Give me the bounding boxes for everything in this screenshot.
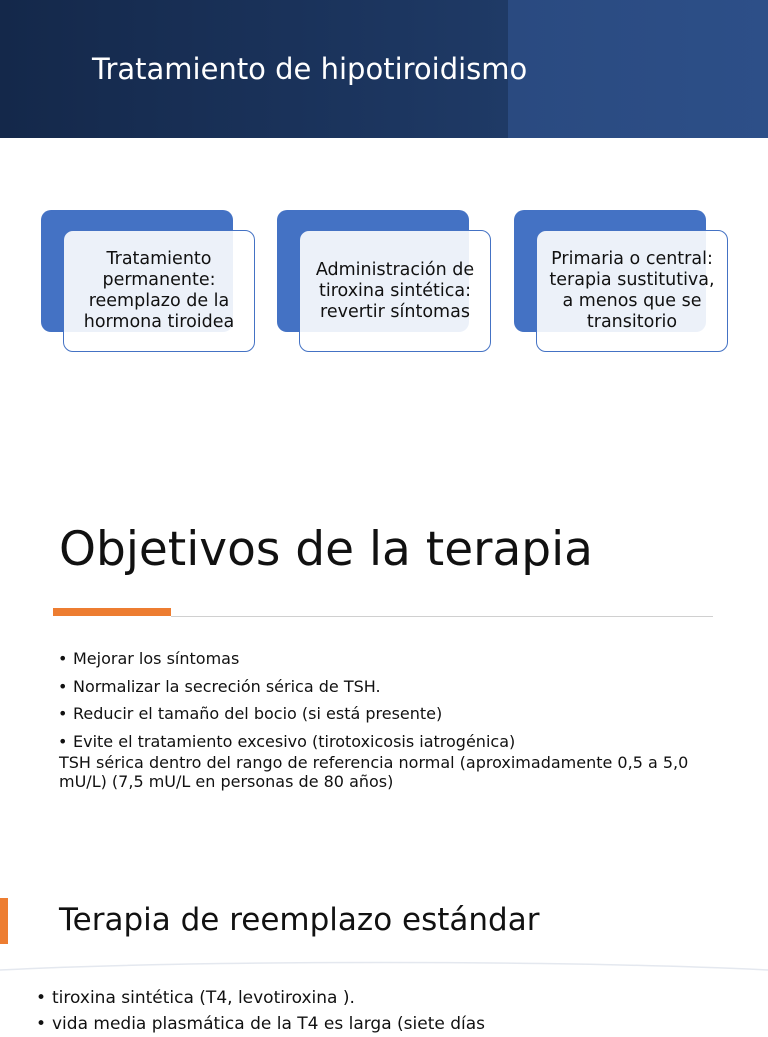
- list-item: • Mejorar los síntomas: [58, 645, 515, 673]
- therapy-list: [36, 985, 485, 1037]
- list-item: • vida media plasmática de la T4 es larga (siete días: [36, 1011, 485, 1037]
- list-item: • Evite el tratamiento excesivo (tirotoxicosis iatrogénica): [58, 728, 515, 756]
- card-text: Tratamiento permanente: reemplazo de la hormona tiroidea: [83, 249, 235, 332]
- card-front-box: [536, 230, 728, 352]
- slide3-accent-bar: [0, 898, 8, 944]
- title-accent-bar: [53, 608, 171, 616]
- objectives-list: [58, 645, 515, 755]
- slide3-title: Terapia de reemplazo estándar: [59, 902, 540, 938]
- card-administracion-tiroxina: [277, 210, 493, 354]
- slide2-title: Objetivos de la terapia: [59, 522, 593, 577]
- slide1-header: [0, 0, 768, 138]
- card-text: Administración de tiroxina sintética: revertir síntomas: [315, 259, 475, 322]
- slide1-title: Tratamiento de hipotiroidismo: [92, 52, 528, 86]
- card-text: Primaria o central: terapia sustitutiva, a menos que se transitorio: [549, 249, 715, 332]
- card-front-box: [299, 230, 491, 352]
- tsh-target-note: TSH sérica dentro del rango de referencia normal (aproximadamente 0,5 a 5,0 mU/L) (7,5 mU/L en personas de 80 años): [59, 753, 689, 791]
- decorative-wave: [0, 958, 768, 978]
- list-item: • Reducir el tamaño del bocio (si está presente): [58, 700, 515, 728]
- card-front-box: [63, 230, 255, 352]
- card-tratamiento-permanente: [41, 210, 257, 354]
- header-right-panel: [508, 0, 768, 138]
- list-item: • tiroxina sintética (T4, levotiroxina ).: [36, 985, 485, 1011]
- card-primaria-central: [514, 210, 730, 354]
- title-divider: [171, 616, 713, 617]
- list-item: • Normalizar la secreción sérica de TSH.: [58, 673, 515, 701]
